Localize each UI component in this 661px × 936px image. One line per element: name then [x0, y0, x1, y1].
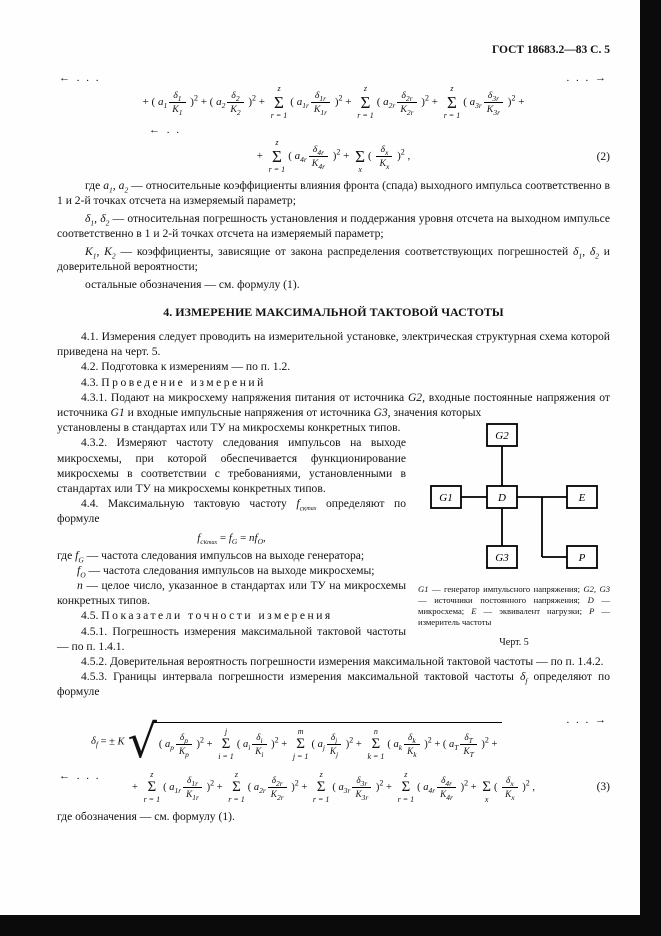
scan-edge-bottom [0, 915, 661, 936]
para-4-3-label: Проведение измерений [101, 375, 266, 389]
figure-5 [418, 422, 610, 648]
def-n: n — целое число, указанное в стандартах или ТУ на микросхемы конкретных типов. [57, 579, 406, 608]
label-p: P [578, 552, 586, 565]
formula-2-line-2-row [57, 138, 610, 175]
figure-caption: G1 — генератор импульсного напряжения; G2, G3 — источники постоянного напряжения; D — микросхема; E — эквивалент нагрузки; P — измеритель частоты [418, 584, 610, 628]
para-4-3 [57, 375, 610, 390]
formula-3-line-2: + z Σ r = 1 ( $a_{1r}$ $\frac{\delta_{1r}}{K_{1r}}$ )$^2$ + z Σ r = 1 ( $a_{2r}$ $\frac{\delta_{2r}}{K_{2r}}$ )$^2$ + z Σ r = 1 ( $a_{3r}$ $\frac{\delta_{3r}}{K_{3r}}$ )$^2$ + z Σ r = 1 ( $a_{4r}$ $\frac{\delta_{4r}}{K_{4r}}$ )$^2$ + Σ x ( $\frac{\delta_x}{K_x}$ )$^2$ , [132, 769, 535, 804]
para-4-5-label: Показатели точности измерения [101, 609, 333, 623]
para-4-5-2: 4.5.2. Доверительная вероятность погрешности измерения максимальной тактовой частоты — по п. 1.4.2. [81, 655, 604, 669]
para-4-3-number: 4.3. [81, 375, 99, 389]
label-g2: G2 [495, 430, 509, 443]
continuation-arrow-left-icon: ← . . . [59, 72, 101, 84]
para-4-4: 4.4. Максимальную тактовую частоту $f_{скmax}$ определяют по формуле [57, 497, 406, 526]
section-title: 4. ИЗМЕРЕНИЕ МАКСИМАЛЬНОЙ ТАКТОВОЙ ЧАСТОТЫ [163, 305, 504, 319]
para-4-1: 4.1. Измерения следует проводить на измерительной установке, электрическая структурная схема которой приведена на черт. 5. [57, 330, 610, 359]
para-4-3-2: 4.3.2. Измеряют частоту следования импульсов на выходе микросхемы, при которой обеспечивается функционирование микросхемы в соответствии с требованиями, установленными в стандартах или ТУ на микросхемы конкретных типов. [57, 436, 406, 496]
definition-rest: остальные обозначения — см. формулу (1). [85, 278, 300, 291]
formula-2-line-1: + ( $a_1$ $\frac{\delta_1}{K_1}$ )$^2$ + ( $a_2$ $\frac{\delta_2}{K_2}$ )$^2$ + z Σ r = 1 ( $a_{1r}$ $\frac{\delta_{1r}}{K_{1r}}$ )$^2$ + z Σ r = 1 ( $a_{2r}$ $\frac{\delta_{2r}}{K_{2r}}$ )$^2$ + z Σ r = 1 ( $a_{3r}$ $\frac{\delta_{3r}}{K_{3r}}$ )$^2$ + [142, 84, 525, 120]
para-4-3-1: 4.3.1. Подают на микросхему напряжения питания от источника G2, входные постоянные напряжения от источника G1 и входные импульсные напряжения от источника G3, значения которых [57, 390, 610, 420]
formula-3-line-1-row [57, 713, 610, 768]
figure-label: Черт. 5 [499, 637, 529, 649]
page-header: ГОСТ 18683.2—83 С. 5 [491, 44, 610, 56]
definition-k-coefficients: $K_1$, $K_2$ — коэффициенты, зависящие от закона распределения соответствующих погрешностей $\delta_1$, $\delta_2$ и доверительной вероятности; [57, 245, 611, 273]
scan-edge-right [640, 0, 661, 936]
continuation-arrow-right-icon: . . . → [566, 72, 608, 84]
def-fg: где $f_G$ — частота следования импульсов на выходе генератора; [57, 548, 365, 564]
formula-3-line-1: $\delta_f$ = ± K √ ( $a_p$ $\frac{\delta_p}{K_p}$ )$^2$ + j Σ i = 1 ( $a_i$ $\frac{\delta_i}{K_i}$ )$^2$ + m Σ j = 1 ( $a_j$ $\frac{\delta_j}{K_j}$ )$^2$ + n Σ k = 1 ( $a_k$ $\frac{\delta_k}{K_k}$ )$^2$ + ( $a_T$ $\frac{\delta_T}{K_T}$ )$^2$ + [91, 722, 610, 762]
formula-fck: $f_{скmax} = f_G = nf_O$, [197, 531, 266, 546]
label-e: E [578, 492, 586, 505]
para-4-3-1-continued: установлены в стандартах или ТУ на микросхемы конкретных типов. [57, 421, 401, 435]
definition-a-coefficients: где $a_1$, $a_2$ — относительные коэффициенты влияния фронта (спада) выходного импульса соответственно в 1 и 2-й точках отсчета на измеряемый параметр; [57, 179, 611, 207]
definition-delta: $\delta_1$, $\delta_2$ — относительная погрешность установления и поддержания уровня отсчета на выходном импульсе соответственно в 1 и 2-й точках отсчета на измеряемый параметр; [57, 212, 610, 240]
def-fo: $f_O$ — частота следования импульсов на выходе микросхемы; [77, 563, 375, 580]
para-4-5-3: 4.5.3. Границы интервала погрешности измерения максимальной тактовой частоты $\delta_f$ определяют по формуле [57, 670, 611, 699]
formula-3-where: где обозначения — см. формулу (1). [57, 809, 235, 823]
continuation-arrow-left-2-icon: ← . . . [59, 769, 101, 782]
continuation-arrow-right-2-icon: . . . → [566, 713, 608, 726]
label-d: D [498, 492, 506, 505]
continuation-arrow-mid-icon: ← . . [149, 124, 181, 136]
formula-3-number: (3) [596, 781, 610, 794]
formula-2-line-2: + z Σ r = 1 ( $a_{4r}$ $\frac{\delta_{4r}}{K_{4r}}$ )$^2$ + Σ x ( $\frac{\delta_x}{K_x}$ )$^2$ , [256, 138, 411, 174]
label-g3: G3 [495, 552, 509, 565]
formula-2-number: (2) [596, 150, 610, 163]
para-4-5-1: 4.5.1. Погрешность измерения максимальной тактовой частоты — по п. 1.4.1. [57, 624, 406, 653]
circuit-diagram [425, 422, 603, 572]
page-content [57, 44, 610, 824]
para-4-2: 4.2. Подготовка к измерениям — по п. 1.2. [81, 360, 291, 374]
formula-2 [57, 72, 610, 175]
formula-3-line-2-row [57, 770, 610, 805]
para-4-5-number: 4.5. [81, 609, 99, 623]
formula-2-continuation-row [57, 72, 610, 84]
formula-3 [57, 714, 610, 805]
label-g1: G1 [439, 492, 453, 505]
